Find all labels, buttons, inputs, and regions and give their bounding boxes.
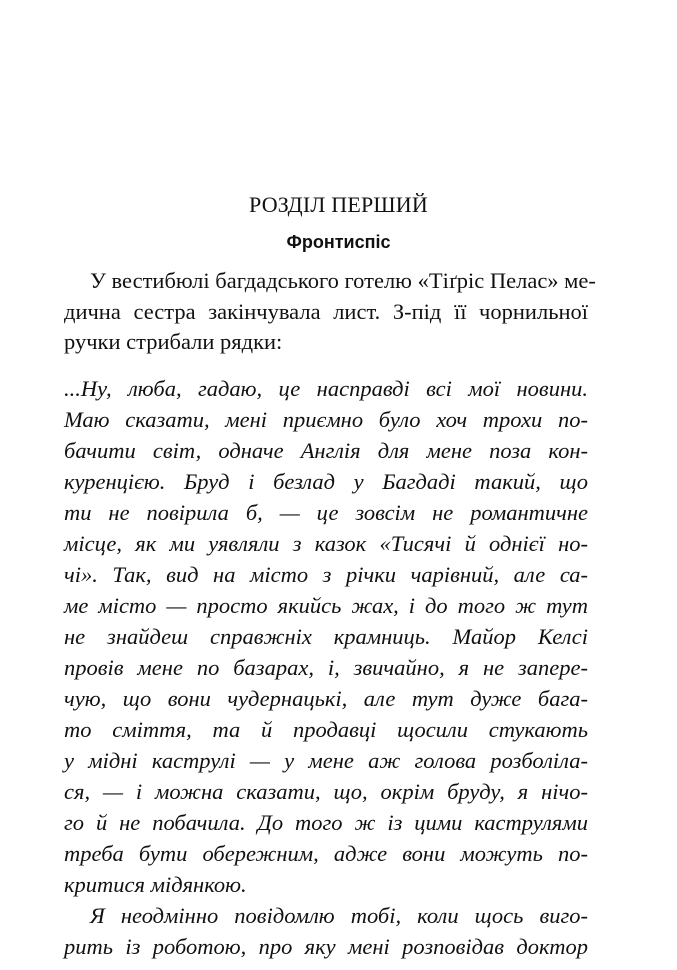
letter-line: критися мідянкою. (64, 872, 247, 897)
letter-line: провів мене по базарах, і, звичайно, я не запере- (64, 655, 588, 680)
letter-line: ...Ну, люба, гадаю, це насправді всі мої новини. (64, 376, 588, 401)
chapter-heading: РОЗДІЛ ПЕРШИЙ (249, 192, 428, 217)
letter-line: не знайдеш справжніх крамниць. Майор Келсі (64, 624, 588, 649)
intro-line: дична сестра закінчувала лист. З-під її чорнильної (64, 299, 588, 324)
letter-line: чую, що вони чудернацькі, але тут дуже бага- (64, 686, 588, 711)
letter-line: бачити світ, одначе Англія для мене поза кон- (64, 438, 588, 463)
letter-line: то сміття, та й продавці щосили стукають (64, 717, 588, 742)
letter-line: у мідні каструлі — у мене аж голова розболіла- (64, 748, 588, 773)
letter-line: рить із роботою, про яку мені розповідав доктор (64, 934, 588, 959)
intro-line: У вестибюлі багдадського готелю «Тіґріс Пелас» ме- (90, 268, 596, 293)
intro-line: ручки стрибали рядки: (64, 329, 283, 354)
letter-line: ме місто — просто якийсь жах, і до того ж тут (64, 593, 588, 618)
letter-line: Я неодмінно повідомлю тобі, коли щось виго- (90, 903, 588, 928)
letter-line: треба бути обережним, адже вони можуть по- (64, 841, 588, 866)
letter-line: го й не побачила. До того ж із цими каструлями (64, 810, 588, 835)
letter-line: чі». Так, вид на місто з річки чарівний, але са- (64, 562, 588, 587)
letter-line: ти не повірила б, — це зовсім не романтичне (64, 500, 588, 525)
letter-line: місце, як ми уявляли з казок «Тисячі й однієї но- (64, 531, 588, 556)
letter-line: Маю сказати, мені приємно було хоч трохи по- (64, 407, 588, 432)
chapter-subtitle: Фронтиспіс (286, 232, 391, 252)
letter-line: куренцією. Бруд і безлад у Багдаді такий, що (64, 469, 588, 494)
letter-line: ся, — і можна сказати, що, окрім бруду, я нічо- (64, 779, 588, 804)
